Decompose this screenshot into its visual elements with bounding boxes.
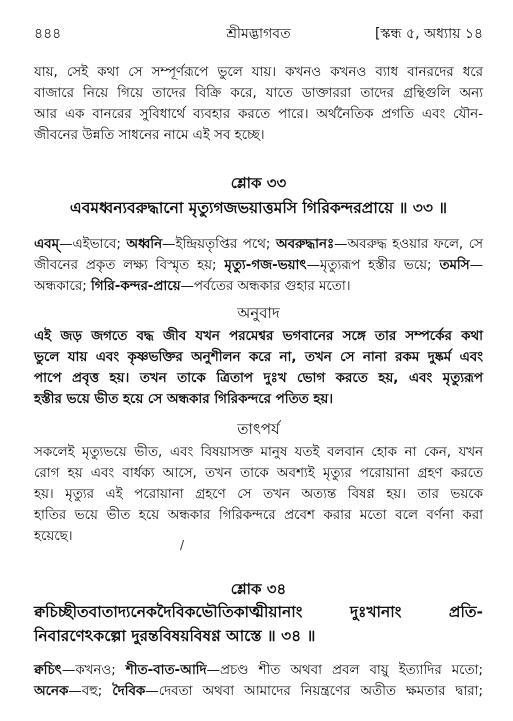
translation-heading: অনুবাদ: [237, 304, 280, 322]
synonym-meaning: —অবরুদ্ধ হওয়ার ফলে, সে জীবনের প্রকৃত লক্ষ্য বিস্মৃত হয়;: [34, 237, 483, 273]
purport-line: হাতির ভয়ে ভীত হয়ে অন্ধকার গিরিকন্দরে প্রবেশ করার মতো বলে বর্ণনা করা: [34, 508, 483, 523]
sloka-34-heading: শ্লোক ৩৪: [230, 580, 287, 598]
synonym-meaning: —দেবতা অথবা আমাদের নিয়ন্ত্রণের অতীত ক্ষমতার দ্বারা;: [145, 684, 483, 699]
sloka-34-verse-line-2: নিবারণেঽকল্পো দুরন্তবিষয়বিষণ্ণ আস্তে ॥ ৩৪ ॥: [34, 627, 316, 645]
synonym-word: গিরি-কন্দর-প্রায়ে: [90, 279, 181, 294]
translation-line: ভুলে যায় এবং কৃষ্ণভক্তির অনুশীলন করে না, তখন সে নানা রকম দুষ্কর্ম এবং: [34, 350, 483, 365]
synonym-word: তমসি: [439, 258, 470, 273]
synonym-word: অনেক: [34, 684, 69, 699]
intro-line: আর এক বানরের সুবিধার্থে ব্যবহার করতে পারে। অর্থনৈতিক প্রগতি এবং যৌন-: [34, 107, 483, 122]
synonym-word: ক্বচিৎ: [34, 663, 62, 678]
book-title: শ্রীমদ্ভাগবত: [226, 26, 291, 42]
synonym-word: দৈবিক: [112, 684, 146, 699]
intro-line: বাজারে নিয়ে গিয়ে তাদের বিক্রি করে, যাতে ডাক্তাররা তাদের গ্রন্থিগুলি অন্য: [34, 86, 483, 101]
purport-line: হয়েছে।: [34, 529, 73, 544]
synonym-word: শীত-বাত-আদি: [125, 663, 207, 678]
synonym-meaning: —এইভাবে;: [59, 237, 127, 252]
sloka-33-heading: শ্লোক ৩৩: [230, 174, 287, 192]
synonym-meaning: —কখনও;: [61, 663, 126, 678]
synonym-word: এবম্: [34, 237, 60, 252]
synonym-meaning: —ইন্দ্রিয়তৃপ্তির পথে;: [162, 237, 276, 252]
synonym-meaning: —অন্ধকারে;: [34, 258, 483, 294]
sloka-34-synonyms: [34, 660, 483, 702]
intro-paragraph: [34, 62, 483, 146]
translation-line: হস্তীর ভয়ে ভীত হয়ে সে অন্ধকার গিরিকন্দরে পতিত হয়।: [34, 392, 334, 407]
translation-line: পাপে প্রবৃত্ত হয়। তখন তাকে ত্রিতাপ দুঃখ ভোগ করতে হয়, এবং মৃত্যুরূপ: [34, 371, 483, 386]
synonym-meaning: —মৃত্যুরূপ হস্তীর ভয়ে;: [306, 258, 440, 273]
synonym-meaning: —বহু;: [68, 684, 113, 699]
sloka-33-synonyms: [34, 234, 483, 297]
sloka-34-verse-line-1: ক্বচিচ্ছীতবাতাদ্যনেকদৈবিকভৌতিকাত্মীয়ানাং দুঃখানাং প্রতি-: [34, 603, 483, 621]
purport-line: সকলেই মৃত্যুভয়ে ভীত, এবং বিষয়াসক্ত মানুষ যতই বলবান হোক না কেন, যখন: [34, 445, 483, 460]
purport-line: হয়। মৃত্যুর এই পরোয়ানা গ্রহণে সে তখন অত্যন্ত বিষণ্ণ হয়। তার ভয়কে: [34, 487, 483, 502]
intro-line: যায়, সেই কথা সে সম্পূর্ণরূপে ভুলে যায়। কখনও কখনও ব্যাধ বানরদের ধরে: [34, 65, 483, 80]
translation-line: এই জড় জগতে বদ্ধ জীব যখন পরমেশ্বর ভগবানের সঙ্গে তার সম্পর্কের কথা: [34, 329, 483, 344]
translation-paragraph: [34, 326, 483, 410]
intro-line: জীবনের উন্নতি সাধনের নামে এই সব হচ্ছে।: [34, 128, 265, 143]
stray-mark: /: [180, 538, 185, 552]
synonyms-line: [34, 660, 483, 681]
synonyms-line: [34, 681, 483, 702]
page-number: ৪৪৪: [34, 26, 62, 42]
purport-paragraph: [34, 442, 483, 547]
purport-line: রোগ হয় এবং বার্ধক্য আসে, তখন তাকে অবশ্যই মৃত্যুর পরোয়ানা গ্রহণ করতে: [34, 466, 483, 481]
chapter-reference: [স্কন্ধ ৫, অধ্যায় ১৪: [374, 26, 483, 42]
purport-heading: তাৎপর্য: [237, 420, 280, 438]
sloka-33-verse: এবমধ্বন্যবরুদ্ধানো মৃত্যুগজভয়াত্তমসি গিরিকন্দরপ্রায়ে ॥ ৩৩ ॥: [69, 199, 448, 217]
synonym-word: অধ্বনি: [126, 237, 163, 252]
synonym-word: মৃত্যু-গজ-ভয়াৎ: [224, 258, 307, 273]
page-header: [34, 22, 483, 42]
synonym-meaning: —প্রচণ্ড শীত অথবা প্রবল বায়ু ইত্যাদির মতো;: [206, 663, 483, 678]
synonym-meaning: —পর্বতের অন্ধকার গুহার মতো।: [180, 279, 351, 294]
synonym-word: অবরুদ্ধানঃ: [275, 237, 335, 252]
synonyms-paragraph: [34, 234, 483, 297]
